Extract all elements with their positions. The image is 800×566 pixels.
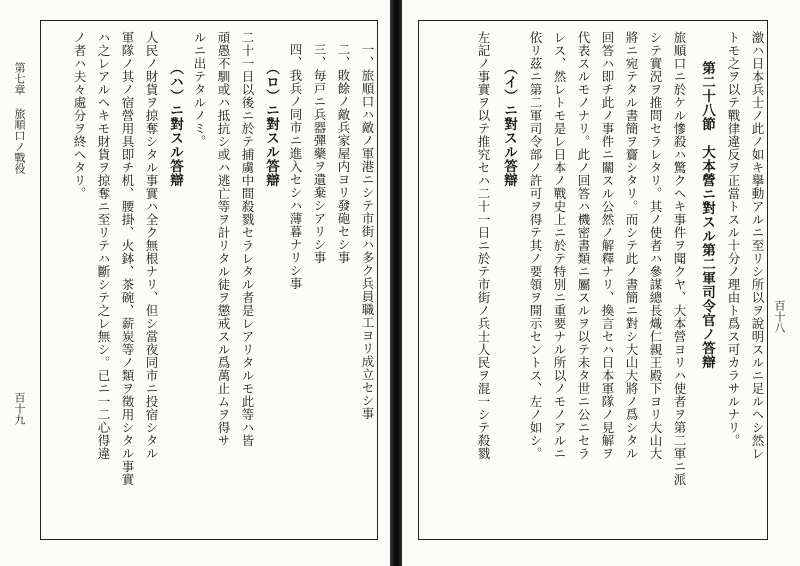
- text-column: 激ハ日本兵士ノ此ノ如キ擧動アルニ至リシ所以ヲ說明スルニ足ルヘシ然レ: [750, 31, 765, 460]
- left-page: [0, 0, 390, 566]
- text-column: 二、敗餘ノ敵兵家屋内ヨリ發砲セシ事: [336, 43, 351, 264]
- right-text-frame: [418, 20, 768, 540]
- right-page: [402, 0, 800, 566]
- text-column: 二十一日以後ニ於テ捕虜中間殺戮セラレタル者是レアリタルモ此等ハ皆: [240, 31, 255, 447]
- text-column: 三、毎戸ニ兵器彈藥ヲ遺棄シアリシ事: [312, 43, 327, 264]
- section-subheading: （ハ）ニ對スル答辯: [167, 61, 183, 187]
- book-gutter: [390, 0, 402, 566]
- text-column: 代表スルモノナリ。此ノ回答ハ機密書類ニ屬スルヲ以テ未タ世ニ公ニセラ: [576, 31, 591, 460]
- text-column: 旅順口ニ於ケル慘殺ハ驚クヘキ事件ヲ聞クヤ、大本營ヨリハ使者ヲ第二軍ニ派: [672, 31, 687, 486]
- section-subheading: （ロ）ニ對スル答辯: [263, 61, 279, 187]
- text-column: 依リ茲ニ第二軍司令部ノ許可ヲ得テ其ノ要領ヲ開示セントス、左ノ如シ。: [528, 31, 543, 460]
- page-number-left: 百十九: [13, 392, 26, 425]
- section-heading: 第二十八節 大本營ニ對スル第二軍司令官ノ答辯: [699, 61, 715, 369]
- text-column: 左記ノ事實ヲ以テ推究セハ二十一日ニ於テ市街ノ兵士人民ヲ混一シテ殺戮: [476, 31, 491, 460]
- left-text-frame: [40, 20, 378, 540]
- text-column: 將ニ宛テタル書簡ヲ齎シタリ。而シテ此ノ書簡ニ對シ大山大將ノ爲シタル: [624, 31, 639, 460]
- text-column: ルニ出テタルノミ。: [192, 31, 207, 148]
- text-column: ノ者ハ夫々處分ヲ終ヘタリ。: [72, 31, 87, 200]
- text-column: ハ之レアルヘキモ財貨ヲ掠奪ニ至リテハ斷シテ之レ無シ。已ニ一二心得違: [96, 31, 111, 460]
- page-number-right: 百十八: [773, 300, 786, 333]
- text-column: 人民ノ財貨ヲ掠奪シタル事實ハ全ク無根ナリ、但シ當夜同市ニ投宿シタル: [144, 31, 159, 460]
- text-column: シテ實況ヲ推問セラレタリ。其ノ使者ハ參謀總長熾仁親王殿下ヨリ大山大: [648, 31, 663, 460]
- running-head: 第七章 旅順口ノ戰役: [13, 62, 26, 174]
- text-column: 頑愚不馴或ハ抵抗シ或ハ逃亡等ヲ計リタル徒ヲ懲戒スル爲萬止ムヲ得サ: [216, 31, 231, 447]
- text-column: 軍隊ノ其ノ宿營用具即チ机、腰掛、火鉢、茶碗、薪炭等ノ類ヲ徵用シタル事實: [120, 31, 135, 486]
- section-subheading: （イ）ニ對スル答辯: [501, 61, 517, 187]
- text-column: 一、旅順口ハ敵ノ軍港ニシテ市街ハ多ク兵員職工ヨリ成立セシ事: [360, 43, 375, 420]
- text-column: 四、我兵ノ同市ニ進入セシハ薄暮ナリシ事: [288, 43, 303, 290]
- text-column: 回答ハ即チ此ノ事件ニ關スル公然ノ解釋ナリ、換言セハ日本軍隊ノ見解ヲ: [600, 31, 615, 460]
- text-column: レス、然レトモ是レ日本ノ戰史上ニ於テ特別ニ重要ナル所以ノモノアルニ: [552, 31, 567, 460]
- text-column: トモ之ヲ以テ戰律違反ヲ正當トスル十分ノ理由ト爲ス可カラサルナリ。: [726, 31, 741, 447]
